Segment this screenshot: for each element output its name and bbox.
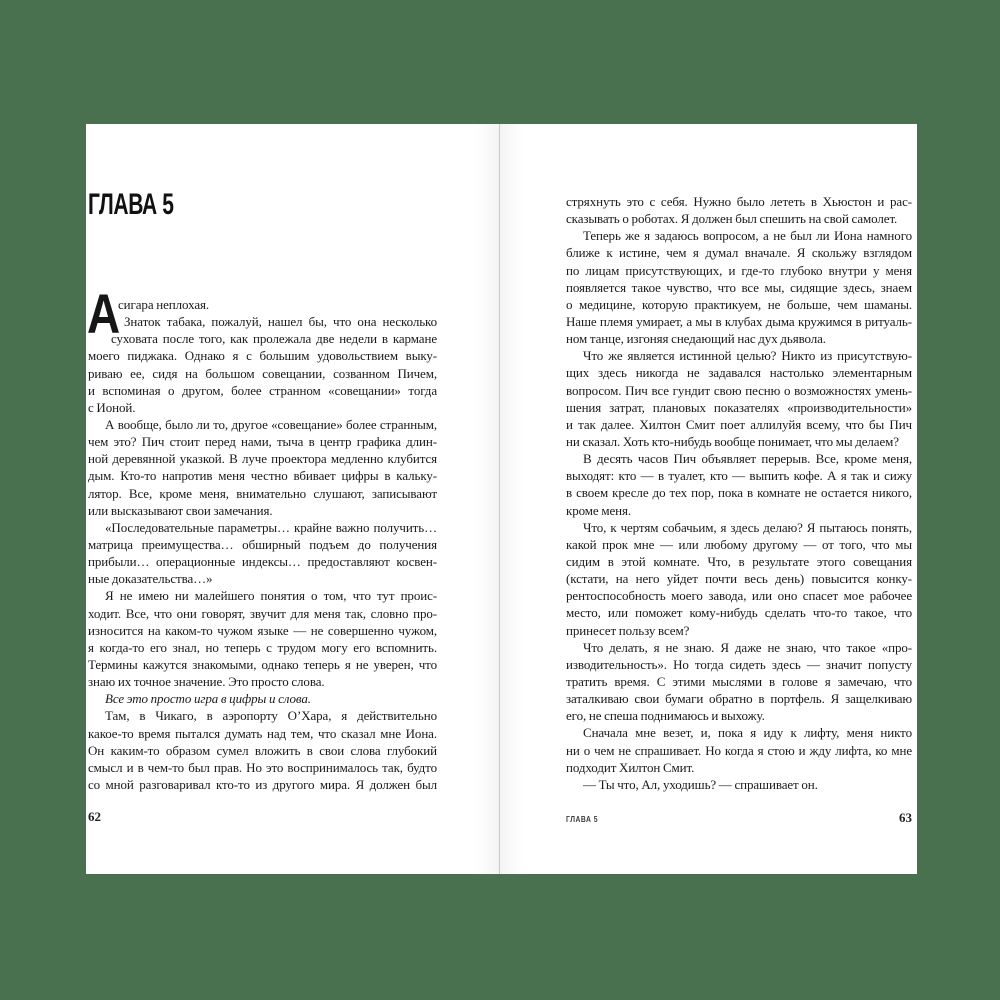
text-line: шения затрат, плановых показателях «производительности» bbox=[566, 399, 912, 415]
text-line: и так далее. Хилтон Смит поет аллилуйя всему, что бы Пич bbox=[566, 416, 912, 432]
text-line: прибыли… операционные индексы… предоставляют косвен- bbox=[88, 554, 437, 570]
text-line: о медицине, которую практикуем, не больше, чем шаманы. bbox=[566, 296, 912, 312]
text-line: дым. Кто-то напротив меня честно вбивает цифры в кальку- bbox=[88, 468, 437, 484]
text-line: сказывать о роботах. Я должен был спешить на свой самолет. bbox=[566, 211, 898, 227]
chapter-heading: ГЛАВА 5 bbox=[88, 188, 174, 221]
text-line: с Ионой. bbox=[88, 399, 136, 415]
text-line: Что же является истинной целью? Никто из присутствую- bbox=[583, 348, 912, 364]
text-line: лятор. Все, кроме меня, внимательно слушают, записывают bbox=[88, 485, 437, 501]
text-line: какое-то время пытался думать над тем, что сказал мне Иона. bbox=[88, 725, 437, 741]
text-line: Термины кажутся знакомыми, однако теперь я не уверен, что bbox=[88, 656, 437, 672]
text-line: — Ты что, Ал, уходишь? — спрашивает он. bbox=[583, 776, 818, 792]
text-line: ной деревянной указкой. В луче проектора медленно клубится bbox=[88, 451, 437, 467]
text-line: Он каким-то образом сумел вложить в свои слова глубокий bbox=[88, 742, 437, 758]
left-page-body-text bbox=[88, 296, 437, 793]
right-page-footer bbox=[566, 810, 912, 826]
book-spread bbox=[86, 124, 917, 874]
text-line: ном танце, изгоняя снедающий нас дух дьявола. bbox=[566, 331, 826, 347]
text-line: место, или поможет кому-нибудь сделать что-то такое, что bbox=[566, 605, 912, 621]
text-line: Там, в Чикаго, в аэропорту О’Хара, я действительно bbox=[105, 708, 437, 724]
text-line: его, не спеша поднимаюсь и выхожу. bbox=[566, 708, 765, 724]
text-line: матрица преимущества… обширный подъем до получения bbox=[88, 536, 437, 552]
right-page-body-text bbox=[566, 193, 912, 793]
text-line: смысл и в чем-то был прав. Но это воспринималось так, будто bbox=[88, 759, 437, 775]
text-line: подходит Хилтон Смит. bbox=[566, 759, 695, 775]
text-line: ни о чем не спрашивает. Но когда я стою и жду лифта, ко мне bbox=[566, 742, 912, 758]
text-line: Теперь же я задаюсь вопросом, а не был ли Иона намного bbox=[583, 228, 912, 244]
page-number-left: 62 bbox=[88, 809, 101, 824]
text-line: чем это? Пич стоит перед нами, тыча в центр графика длин- bbox=[88, 434, 437, 450]
text-line: ные доказательства…» bbox=[88, 571, 213, 587]
text-line: со мной разговаривал кто-то из другого мира. Я должен был bbox=[88, 776, 437, 792]
text-line: Что делать, я не знаю. Я даже не знаю, что такое «про- bbox=[583, 639, 912, 655]
text-line: сигара неплохая. bbox=[118, 297, 210, 312]
text-line: появляется такое чувство, что все мы, сидящие здесь, знаем bbox=[566, 279, 912, 295]
text-line: суховата после того, как пролежала две недели в кармане bbox=[111, 331, 437, 347]
footer-chapter-label: ГЛАВА 5 bbox=[566, 815, 599, 824]
text-line: Сначала мне везет, и, пока я иду к лифту, меня никто bbox=[583, 725, 912, 741]
text-line: моего пиджака. Однако я с большим удовольствием выку- bbox=[88, 348, 437, 364]
text-line: Все это просто игра в цифры и слова. bbox=[105, 691, 311, 707]
page-number-right: 63 bbox=[899, 810, 912, 825]
text-line: (кстати, на него уйдет почти весь день) повысится конку- bbox=[566, 571, 912, 587]
text-line: Я не имею ни малейшего понятия о том, что тут проис- bbox=[105, 588, 437, 604]
text-line: стряхнуть это с себя. Нужно было лететь в Хьюстон и рас- bbox=[566, 194, 912, 209]
text-line: знаю их точное значение. Это просто слова. bbox=[88, 674, 325, 690]
text-line: принесет пользу всем? bbox=[566, 622, 690, 638]
text-line: рентоспособность моего завода, или оно спасет мое рабочее bbox=[566, 588, 912, 604]
text-line: в своем кресле до тех пор, пока в комнате не остается никого, bbox=[566, 485, 912, 501]
text-line: Что, к чертям собачьим, я здесь делаю? Я пытаюсь понять, bbox=[583, 519, 912, 535]
gutter-line bbox=[499, 124, 500, 874]
text-line: Наше племя умирает, а мы в клубах дыма кружимся в ритуаль- bbox=[566, 313, 912, 329]
text-line: сидим в этой комнате. Что, в результате этого совещания bbox=[566, 553, 912, 569]
text-line: Знаток табака, пожалуй, нашел бы, что она несколько bbox=[124, 314, 437, 330]
text-line: или высказывают свои замечания. bbox=[88, 502, 273, 518]
text-line: ближе к истине, чем я думал вначале. Я скольжу взглядом bbox=[566, 245, 912, 261]
text-line: щих здесь никогда не задавался настолько элементарным bbox=[566, 365, 912, 381]
text-line: вопросом. Пич все гундит свою песню о возможностях умень- bbox=[566, 382, 912, 398]
text-line: ходит. Все, что они говорят, звучит для меня так, словно про- bbox=[88, 605, 437, 621]
text-line: износится на каком-то чужом языке — не совершенно чужом, bbox=[88, 622, 437, 638]
text-line: выходят: кто — в туалет, кто — выпить кофе. А я так и сижу bbox=[566, 468, 912, 484]
text-line: заталкиваю свои бумаги обратно в портфель. Я защелкиваю bbox=[566, 691, 912, 707]
text-line: по лицам присутствующих, и где-то глубоко внутри у меня bbox=[566, 262, 912, 278]
drop-cap-letter: А bbox=[87, 282, 121, 345]
text-line: «Последовательные параметры… крайне важно получить… bbox=[105, 519, 437, 535]
text-line: и вспоминая о другом, более странном «совещании» тогда bbox=[88, 382, 437, 398]
text-line: В десять часов Пич объявляет перерыв. Все, кроме меня, bbox=[583, 451, 912, 467]
text-line: какой прок мне — или любому другому — от того, что мы bbox=[566, 536, 912, 552]
text-line: я когда-то его знал, но теперь с трудом могу его вспомнить. bbox=[88, 639, 437, 655]
text-line: риваю ее, сидя на большом совещании, созванном Пичем, bbox=[88, 365, 437, 381]
text-line: тратить время. С этими мыслями в голове я замечаю, что bbox=[566, 673, 912, 689]
text-line: ни сказал. Хоть кто-нибудь вообще понимает, что мы делаем? bbox=[566, 433, 899, 449]
text-line: изводительность». Но тогда сидеть здесь — значит попусту bbox=[566, 656, 912, 672]
text-line: А вообще, было ли то, другое «совещание» более странным, bbox=[105, 416, 437, 432]
text-line: кроме меня. bbox=[566, 502, 631, 518]
